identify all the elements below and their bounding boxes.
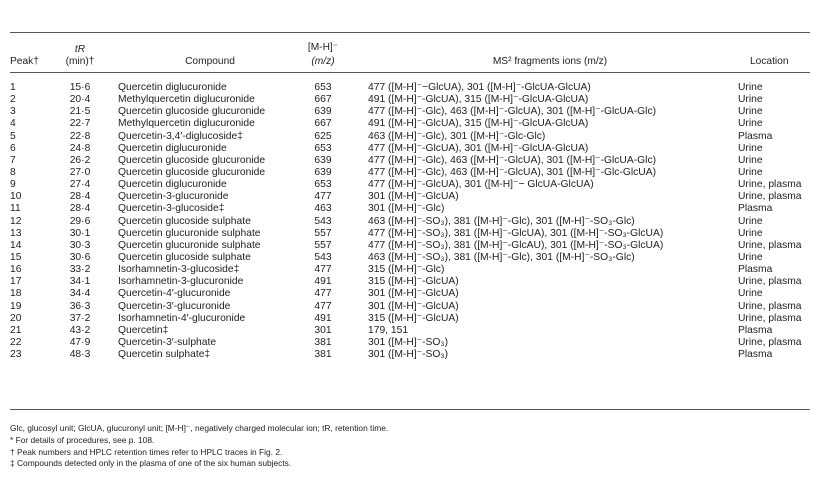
cell-mh: 543 (314, 251, 332, 263)
cell-location: Urine, plasma (738, 312, 802, 324)
cell-ms2-fragments: 477 ([M-H]⁻-GlcUA), 301 ([M-H]⁻-GlcUA-GlcUA) (368, 142, 589, 154)
table-row (0, 179, 820, 191)
cell-peak: 20 (10, 312, 22, 324)
table-row (0, 131, 820, 143)
table-row (0, 94, 820, 106)
cell-peak: 10 (10, 191, 22, 203)
table-row (0, 216, 820, 228)
cell-compound: Quercetin diglucuronide (118, 179, 227, 191)
cell-compound: Quercetin-3′-glucuronide (118, 300, 231, 312)
cell-location: Urine (738, 82, 763, 93)
cell-compound: Quercetin-3-glucoside‡ (118, 203, 225, 215)
table-row (0, 276, 820, 288)
cell-mh: 491 (314, 312, 332, 324)
cell-ms2-fragments: 477 ([M-H]⁻-SO₃), 381 ([M-H]⁻-GlcAU), 301 ([M-H]⁻-SO₃-GlcUA) (368, 239, 664, 251)
cell-mh: 557 (314, 227, 332, 239)
cell-mh: 639 (314, 166, 332, 178)
cell-ms2-fragments: 315 ([M-H]⁻-Glc) (368, 264, 445, 276)
cell-ms2-fragments: 477 ([M-H]⁻-Glc), 463 ([M-H]⁻-GlcUA), 301 ([M-H]⁻-GlcUA-Glc) (368, 106, 657, 118)
header-mh-unit: (m/z) (311, 56, 335, 67)
cell-retention-time: 30·6 (69, 251, 91, 263)
header-peak: Peak† (10, 56, 39, 67)
cell-peak: 3 (10, 106, 16, 118)
cell-compound: Isorhamnetin-4′-glucuronide (118, 312, 246, 324)
footnotes (10, 423, 388, 470)
table-row (0, 155, 820, 167)
cell-mh: 557 (314, 239, 332, 251)
cell-ms2-fragments: 477 ([M-H]⁻−GlcUA), 301 ([M-H]⁻-GlcUA-GlcUA) (368, 82, 591, 93)
cell-retention-time: 34·1 (69, 276, 91, 288)
cell-mh: 653 (314, 179, 332, 191)
cell-compound: Quercetin glucoside glucuronide (118, 106, 266, 118)
cell-mh: 653 (314, 142, 332, 154)
cell-compound: Quercetin diglucuronide (118, 82, 227, 93)
cell-retention-time: 28·4 (69, 203, 91, 215)
cell-mh: 301 (314, 324, 332, 336)
cell-location: Urine, plasma (738, 336, 802, 348)
header-compound: Compound (185, 56, 235, 67)
cell-mh: 477 (314, 288, 332, 300)
cell-ms2-fragments: 301 ([M-H]⁻-Glc) (368, 203, 445, 215)
cell-peak: 22 (10, 336, 22, 348)
cell-mh: 381 (314, 349, 332, 361)
cell-compound: Quercetin-3,4′-diglucoside‡ (118, 130, 243, 142)
header-tr-symbol: tR (74, 44, 86, 55)
footnote-plasma: ‡ Compounds detected only in the plasma of one of the six human subjects. (10, 458, 292, 469)
cell-compound: Quercetin glucuronide sulphate (118, 227, 261, 239)
cell-ms2-fragments: 463 ([M-H]⁻-SO₃), 381 ([M-H]⁻-Glc), 301 ([M-H]⁻-SO₃-Glc) (368, 251, 635, 263)
cell-location: Plasma (738, 264, 773, 276)
cell-ms2-fragments: 477 ([M-H]⁻-SO₃), 381 ([M-H]⁻-GlcUA), 301 ([M-H]⁻-SO₃-GlcUA) (368, 227, 664, 239)
cell-ms2-fragments: 315 ([M-H]⁻-GlcUA) (368, 312, 459, 324)
table-body (0, 82, 820, 361)
cell-location: Urine (738, 227, 763, 239)
cell-ms2-fragments: 491 ([M-H]⁻-GlcUA), 315 ([M-H]⁻-GlcUA-GlcUA) (368, 94, 589, 106)
cell-retention-time: 27·4 (69, 179, 91, 191)
table-row (0, 106, 820, 118)
cell-retention-time: 24·8 (69, 142, 91, 154)
cell-mh: 639 (314, 154, 332, 166)
cell-peak: 1 (10, 82, 16, 93)
cell-retention-time: 43·2 (69, 324, 91, 336)
cell-peak: 16 (10, 264, 22, 276)
cell-compound: Isorhamnetin-3-glucoside‡ (118, 264, 240, 276)
table-row (0, 228, 820, 240)
cell-compound: Quercetin sulphate‡ (118, 349, 211, 361)
cell-peak: 9 (10, 179, 16, 191)
cell-compound: Isorhamnetin-3-glucuronide (118, 276, 244, 288)
cell-ms2-fragments: 477 ([M-H]⁻-Glc), 463 ([M-H]⁻-GlcUA), 301 ([M-H]⁻-Glc-GlcUA) (368, 166, 657, 178)
cell-ms2-fragments: 315 ([M-H]⁻-GlcUA) (368, 276, 459, 288)
cell-location: Urine, plasma (738, 276, 802, 288)
cell-compound: Quercetin glucoside sulphate (118, 251, 251, 263)
table-row (0, 337, 820, 349)
cell-retention-time: 28·4 (69, 191, 91, 203)
cell-ms2-fragments: 301 ([M-H]⁻-GlcUA) (368, 288, 459, 300)
cell-peak: 5 (10, 130, 16, 142)
header-location: Location (750, 56, 789, 67)
cell-ms2-fragments: 301 ([M-H]⁻-SO₃) (368, 336, 448, 348)
cell-compound: Quercetin glucoside glucuronide (118, 154, 266, 166)
table-row (0, 167, 820, 179)
cell-retention-time: 22·7 (69, 118, 91, 130)
table-row (0, 82, 820, 94)
cell-location: Plasma (738, 203, 773, 215)
cell-peak: 12 (10, 215, 22, 227)
cell-compound: Methylquercetin diglucuronide (118, 118, 255, 130)
cell-ms2-fragments: 477 ([M-H]⁻-Glc), 463 ([M-H]⁻-GlcUA), 301 ([M-H]⁻-GlcUA-Glc) (368, 154, 657, 166)
cell-location: Urine (738, 154, 763, 166)
table-row (0, 118, 820, 130)
table-row (0, 325, 820, 337)
cell-retention-time: 22·8 (69, 130, 91, 142)
table-row (0, 252, 820, 264)
table-row (0, 203, 820, 215)
cell-mh: 477 (314, 264, 332, 276)
footnote-procedures: * For details of procedures, see p. 108. (10, 434, 155, 445)
header-ms2: MS² fragments ions (m/z) (492, 56, 608, 67)
cell-mh: 543 (314, 215, 332, 227)
cell-retention-time: 37·2 (69, 312, 91, 324)
cell-peak: 8 (10, 166, 16, 178)
table-row (0, 240, 820, 252)
cell-compound: Quercetin diglucuronide (118, 142, 227, 154)
cell-ms2-fragments: 463 ([M-H]⁻-Glc), 301 ([M-H]⁻-Glc-Glc) (368, 130, 546, 142)
cell-mh: 477 (314, 300, 332, 312)
cell-location: Urine (738, 166, 763, 178)
header-tr-unit: (min)† (65, 56, 95, 67)
cell-peak: 19 (10, 300, 22, 312)
cell-location: Urine, plasma (738, 191, 802, 203)
cell-mh: 653 (314, 82, 332, 93)
cell-retention-time: 15·6 (69, 82, 91, 93)
cell-retention-time: 20·4 (69, 94, 91, 106)
cell-retention-time: 30·3 (69, 239, 91, 251)
table-row (0, 349, 820, 361)
cell-location: Urine, plasma (738, 239, 802, 251)
table-row (0, 264, 820, 276)
cell-retention-time: 26·2 (69, 154, 91, 166)
cell-ms2-fragments: 301 ([M-H]⁻-GlcUA) (368, 300, 459, 312)
header-rule (10, 72, 810, 73)
cell-location: Urine (738, 106, 763, 118)
cell-ms2-fragments: 301 ([M-H]⁻-GlcUA) (368, 191, 459, 203)
cell-compound: Quercetin-4′-glucuronide (118, 288, 231, 300)
cell-compound: Methylquercetin diglucuronide (118, 94, 255, 106)
cell-retention-time: 48·3 (69, 349, 91, 361)
cell-peak: 17 (10, 276, 22, 288)
cell-location: Urine (738, 118, 763, 130)
cell-compound: Quercetin glucuronide sulphate (118, 239, 261, 251)
bottom-rule (10, 409, 810, 410)
cell-ms2-fragments: 301 ([M-H]⁻-SO₃) (368, 349, 448, 361)
cell-retention-time: 21·5 (69, 106, 91, 118)
cell-mh: 463 (314, 203, 332, 215)
footnote-abbrev: Glc, glucosyl unit; GlcUA, glucuronyl unit; [M-H]⁻, negatively charged molecular ion; tR, retention time. (10, 423, 389, 433)
cell-compound: Quercetin-3′-sulphate (118, 336, 217, 348)
cell-retention-time: 29·6 (69, 215, 91, 227)
cell-compound: Quercetin-3-glucuronide (118, 191, 229, 203)
cell-location: Urine, plasma (738, 300, 802, 312)
cell-location: Plasma (738, 349, 773, 361)
cell-location: Urine (738, 251, 763, 263)
cell-mh: 667 (314, 118, 332, 130)
table-row (0, 191, 820, 203)
cell-compound: Quercetin‡ (118, 324, 169, 336)
cell-compound: Quercetin glucoside sulphate (118, 215, 251, 227)
cell-compound: Quercetin glucoside glucuronide (118, 166, 266, 178)
cell-retention-time: 27·0 (69, 166, 91, 178)
cell-retention-time: 33·2 (69, 264, 91, 276)
table-row (0, 301, 820, 313)
cell-peak: 11 (10, 203, 21, 215)
cell-location: Urine (738, 288, 763, 300)
cell-ms2-fragments: 477 ([M-H]⁻-GlcUA), 301 ([M-H]⁻− GlcUA-GlcUA) (368, 179, 594, 191)
footnote-peaks: † Peak numbers and HPLC retention times refer to HPLC traces in Fig. 2. (10, 446, 283, 457)
cell-retention-time: 47·9 (69, 336, 91, 348)
cell-location: Urine (738, 94, 763, 106)
cell-location: Plasma (738, 130, 773, 142)
cell-peak: 7 (10, 154, 16, 166)
cell-mh: 667 (314, 94, 332, 106)
cell-peak: 4 (10, 118, 16, 130)
cell-retention-time: 34·4 (69, 288, 91, 300)
top-rule (10, 32, 810, 33)
cell-peak: 13 (10, 227, 22, 239)
cell-location: Urine (738, 142, 763, 154)
cell-mh: 639 (314, 106, 332, 118)
header-mh: [M-H]⁻ (307, 42, 339, 53)
cell-ms2-fragments: 463 ([M-H]⁻-SO₃), 381 ([M-H]⁻-Glc), 301 ([M-H]⁻-SO₃-Glc) (368, 215, 635, 227)
cell-mh: 477 (314, 191, 332, 203)
cell-mh: 491 (314, 276, 332, 288)
table-row (0, 313, 820, 325)
cell-peak: 6 (10, 142, 16, 154)
cell-ms2-fragments: 491 ([M-H]⁻-GlcUA), 315 ([M-H]⁻-GlcUA-GlcUA) (368, 118, 589, 130)
cell-peak: 14 (10, 239, 22, 251)
cell-mh: 381 (314, 336, 332, 348)
cell-retention-time: 36·3 (69, 300, 91, 312)
table-row (0, 143, 820, 155)
cell-location: Plasma (738, 324, 773, 336)
cell-location: Urine (738, 215, 763, 227)
cell-peak: 2 (10, 94, 16, 106)
cell-mh: 625 (314, 130, 332, 142)
cell-peak: 18 (10, 288, 22, 300)
table-row (0, 288, 820, 300)
cell-retention-time: 30·1 (69, 227, 91, 239)
cell-peak: 23 (10, 349, 22, 361)
cell-ms2-fragments: 179, 151 (368, 324, 409, 336)
cell-location: Urine, plasma (738, 179, 802, 191)
cell-peak: 15 (10, 251, 22, 263)
cell-peak: 21 (10, 324, 22, 336)
